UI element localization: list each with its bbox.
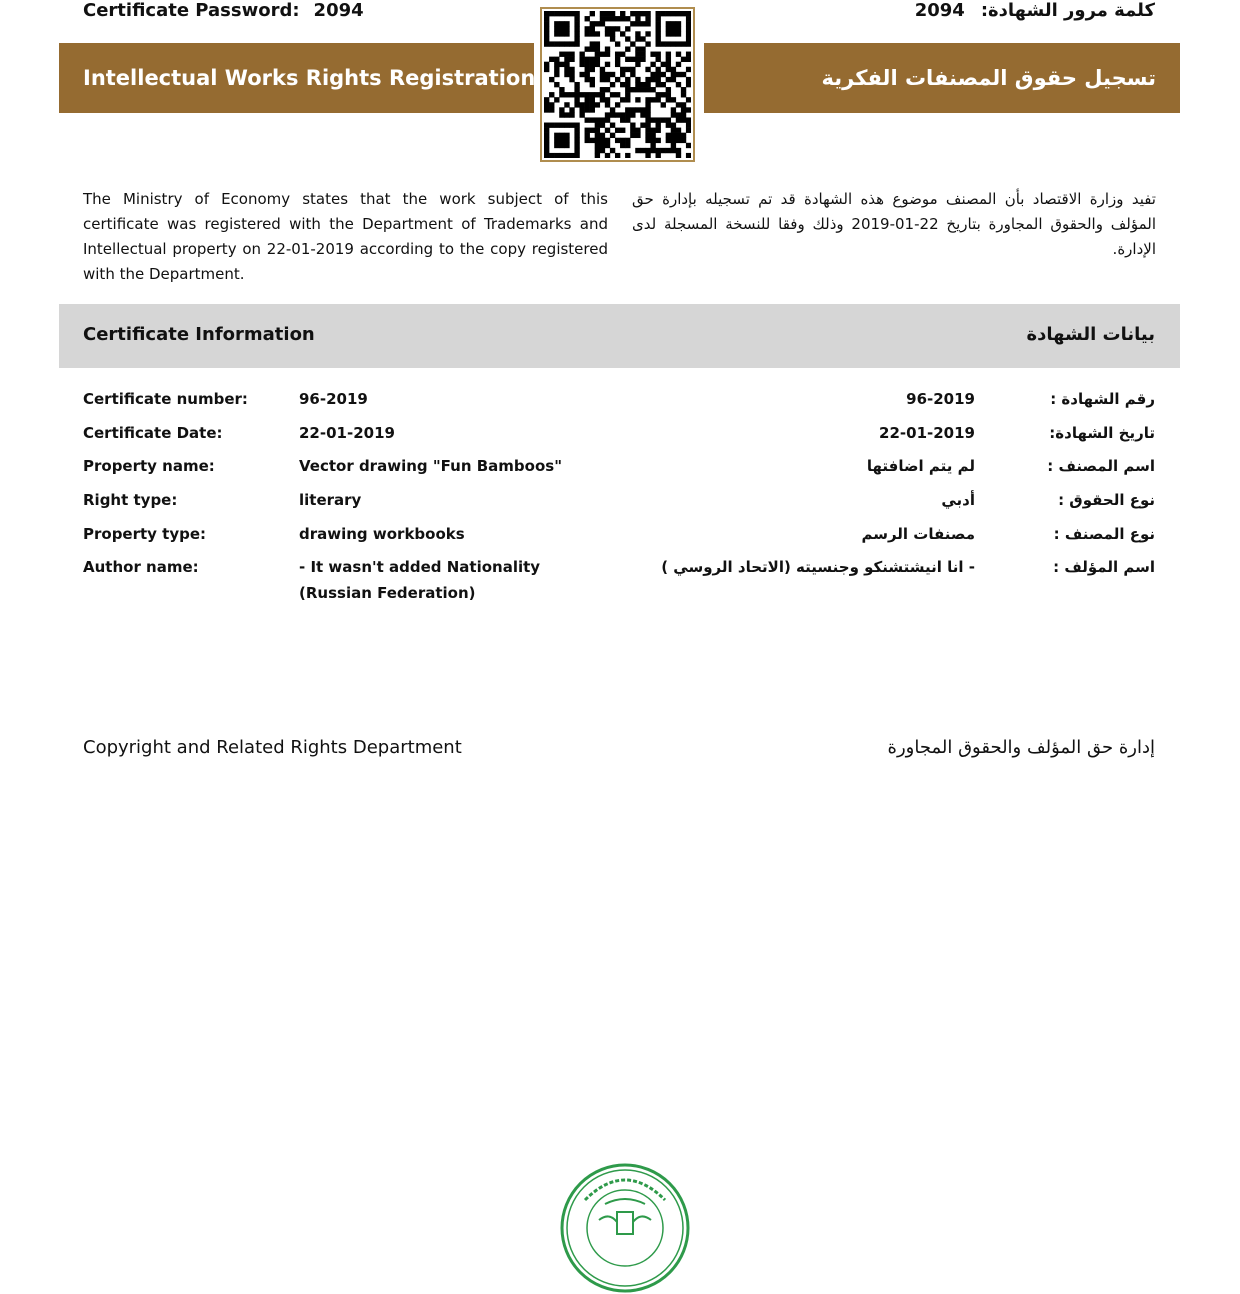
department-footer-ar: إدارة حق المؤلف والحقوق المجاورة (887, 737, 1155, 758)
certificate-password-ar (915, 0, 1155, 21)
password-label-en: Certificate Password: (83, 0, 300, 21)
department-footer-en: Copyright and Related Rights Department (83, 737, 462, 758)
field-label-ar: اسم المؤلف : (1053, 558, 1155, 576)
field-label-ar: تاريخ الشهادة: (1049, 424, 1155, 442)
intro-paragraph-ar: تفيد وزارة الاقتصاد بأن المصنف موضوع هذه الشهادة قد تم تسجيله بإدارة حق المؤلف والحقوق المجاورة بتاريخ 22-01-2019 وذلك وفقا للنسخة المسجلة لدى الإدارة. (632, 190, 1156, 258)
field-value-ar: - انا انيشتشنكو وجنسيته (الاتحاد الروسي ) (661, 558, 975, 576)
intro-paragraph-en: The Ministry of Economy states that the work subject of this certificate was registered with the Department of Trademarks and Intellectual property on 22-01-2019 according to the copy registered with the Department. (83, 190, 608, 283)
qr-code-icon (544, 11, 691, 158)
field-label-en: Author name: (83, 558, 199, 576)
certificate-info-title-en: Certificate Information (83, 324, 315, 345)
field-label-en: Property type: (83, 525, 207, 543)
title-ar: تسجيل حقوق المصنفات الفكرية (821, 66, 1156, 90)
field-value-en: literary (299, 491, 362, 509)
field-label-ar: نوع المصنف : (1053, 525, 1155, 543)
field-value-en: 22-01-2019 (299, 424, 395, 442)
title-banner-ar (704, 43, 1180, 113)
field-value-ar: لم يتم اضافتها (866, 457, 975, 475)
field-value-en: drawing workbooks (299, 525, 465, 543)
certificate-password-en (83, 0, 364, 21)
field-label-en: Certificate number: (83, 390, 248, 408)
field-label-en: Property name: (83, 457, 215, 475)
field-value-en: - It wasn't added Nationality (Russian Federation) (299, 558, 541, 602)
password-value-en: 2094 (313, 0, 364, 21)
field-label-ar: اسم المصنف : (1047, 457, 1155, 475)
title-banner-en (59, 43, 534, 113)
field-value-en: 96-2019 (299, 390, 368, 408)
ministry-seal-icon (559, 1162, 691, 1294)
field-value-ar: مصنفات الرسم (861, 525, 975, 543)
field-value-ar: 96-2019 (906, 390, 975, 408)
certificate-info-title-ar: بيانات الشهادة (1026, 324, 1155, 345)
field-value-en: Vector drawing "Fun Bamboos" (299, 457, 563, 475)
field-value-ar: أدبي (941, 491, 975, 509)
title-en: Intellectual Works Rights Registration (83, 66, 536, 90)
password-value-ar: 2094 (914, 0, 965, 21)
qr-code (540, 7, 695, 162)
password-label-ar: كلمة مرور الشهادة: (980, 0, 1155, 21)
field-label-ar: رقم الشهادة : (1050, 390, 1155, 408)
field-value-ar: 22-01-2019 (879, 424, 975, 442)
field-label-en: Certificate Date: (83, 424, 223, 442)
field-label-en: Right type: (83, 491, 178, 509)
field-label-ar: نوع الحقوق : (1058, 491, 1155, 509)
